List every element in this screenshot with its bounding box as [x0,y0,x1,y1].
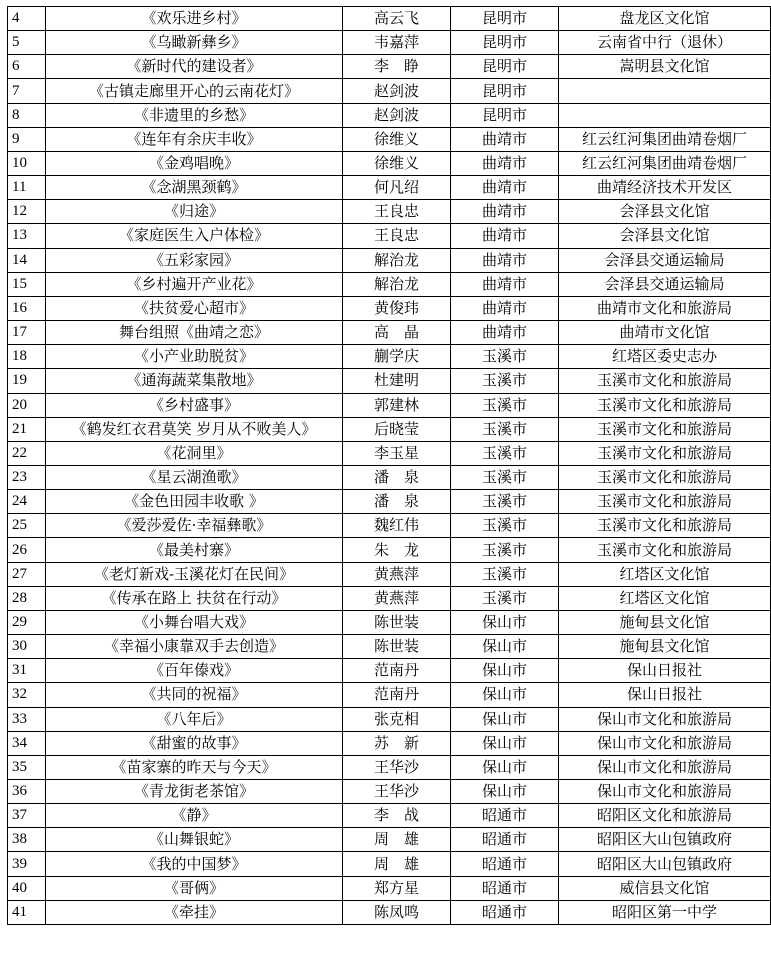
work-title: 《扶贫爱心超市》 [46,296,343,320]
table-row [8,441,771,465]
author-name: 李 战 [343,804,451,828]
organization-name: 会泽县交通运输局 [559,272,771,296]
table-row [8,176,771,200]
city-name: 曲靖市 [451,151,559,175]
city-name: 曲靖市 [451,321,559,345]
organization-name: 保山市文化和旅游局 [559,780,771,804]
city-name: 昭通市 [451,876,559,900]
city-name: 昭通市 [451,852,559,876]
city-name: 玉溪市 [451,417,559,441]
row-number: 6 [8,55,46,79]
organization-name: 红塔区文化馆 [559,586,771,610]
author-name: 王良忠 [343,224,451,248]
organization-name: 玉溪市文化和旅游局 [559,441,771,465]
author-name: 徐维义 [343,151,451,175]
row-number: 27 [8,562,46,586]
work-title: 《欢乐进乡村》 [46,7,343,31]
row-number: 13 [8,224,46,248]
city-name: 曲靖市 [451,224,559,248]
author-name: 朱 龙 [343,538,451,562]
work-title: 《我的中国梦》 [46,852,343,876]
author-name: 王华沙 [343,780,451,804]
organization-name [559,103,771,127]
row-number: 23 [8,465,46,489]
city-name: 保山市 [451,731,559,755]
work-title: 《山舞银蛇》 [46,828,343,852]
row-number: 17 [8,321,46,345]
organization-name: 昭阳区文化和旅游局 [559,804,771,828]
author-name: 周 雄 [343,828,451,852]
organization-name: 玉溪市文化和旅游局 [559,369,771,393]
row-number: 37 [8,804,46,828]
city-name: 保山市 [451,755,559,779]
author-name: 魏红伟 [343,514,451,538]
table-row [8,79,771,103]
table-row [8,31,771,55]
organization-name: 施甸县文化馆 [559,610,771,634]
organization-name: 红塔区委史志办 [559,345,771,369]
work-title: 《幸福小康靠双手去创造》 [46,635,343,659]
organization-name: 保山日报社 [559,659,771,683]
author-name: 韦嘉萍 [343,31,451,55]
organization-name: 嵩明县文化馆 [559,55,771,79]
author-name: 黄燕萍 [343,562,451,586]
table-row [8,586,771,610]
work-title: 《花洞里》 [46,441,343,465]
table-row [8,55,771,79]
work-title: 《鹤发红衣君莫笑 岁月从不败美人》 [46,417,343,441]
city-name: 曲靖市 [451,200,559,224]
work-title: 《八年后》 [46,707,343,731]
city-name: 玉溪市 [451,465,559,489]
row-number: 16 [8,296,46,320]
table-row [8,151,771,175]
row-number: 26 [8,538,46,562]
city-name: 玉溪市 [451,562,559,586]
table-row [8,224,771,248]
row-number: 33 [8,707,46,731]
row-number: 38 [8,828,46,852]
work-title: 《连年有余庆丰收》 [46,127,343,151]
organization-name: 曲靖市文化和旅游局 [559,296,771,320]
work-title: 《共同的祝福》 [46,683,343,707]
organization-name: 玉溪市文化和旅游局 [559,514,771,538]
row-number: 40 [8,876,46,900]
organization-name: 红塔区文化馆 [559,562,771,586]
table-row [8,7,771,31]
work-title: 《老灯新戏-玉溪花灯在民间》 [46,562,343,586]
city-name: 昭通市 [451,804,559,828]
table-row [8,490,771,514]
work-title: 《乡村遍开产业花》 [46,272,343,296]
city-name: 玉溪市 [451,586,559,610]
table-row [8,780,771,804]
row-number: 7 [8,79,46,103]
table-row [8,828,771,852]
work-title: 《古镇走廊里开心的云南花灯》 [46,79,343,103]
author-name: 范南丹 [343,659,451,683]
city-name: 保山市 [451,610,559,634]
work-title: 《乡村盛事》 [46,393,343,417]
city-name: 曲靖市 [451,127,559,151]
author-name: 范南丹 [343,683,451,707]
author-name: 高云飞 [343,7,451,31]
organization-name: 施甸县文化馆 [559,635,771,659]
organization-name: 红云红河集团曲靖卷烟厂 [559,127,771,151]
work-title: 《念湖黑颈鹤》 [46,176,343,200]
author-name: 潘 泉 [343,465,451,489]
work-title: 《最美村寨》 [46,538,343,562]
author-name: 王华沙 [343,755,451,779]
row-number: 31 [8,659,46,683]
city-name: 昆明市 [451,31,559,55]
organization-name [559,79,771,103]
row-number: 20 [8,393,46,417]
city-name: 昆明市 [451,103,559,127]
award-list [7,6,771,925]
city-name: 保山市 [451,780,559,804]
organization-name: 曲靖市文化馆 [559,321,771,345]
table-row [8,659,771,683]
city-name: 曲靖市 [451,296,559,320]
city-name: 昭通市 [451,900,559,924]
city-name: 玉溪市 [451,393,559,417]
work-title: 《非遗里的乡愁》 [46,103,343,127]
city-name: 曲靖市 [451,272,559,296]
table-row [8,852,771,876]
organization-name: 玉溪市文化和旅游局 [559,465,771,489]
work-title: 《金色田园丰收歌 》 [46,490,343,514]
author-name: 周 雄 [343,852,451,876]
organization-name: 曲靖经济技术开发区 [559,176,771,200]
row-number: 36 [8,780,46,804]
city-name: 玉溪市 [451,369,559,393]
city-name: 昆明市 [451,79,559,103]
work-title: 《静》 [46,804,343,828]
row-number: 28 [8,586,46,610]
organization-name: 云南省中行（退休） [559,31,771,55]
row-number: 22 [8,441,46,465]
organization-name: 会泽县文化馆 [559,200,771,224]
organization-name: 威信县文化馆 [559,876,771,900]
city-name: 玉溪市 [451,538,559,562]
row-number: 9 [8,127,46,151]
author-name: 何凡绍 [343,176,451,200]
city-name: 曲靖市 [451,176,559,200]
table-row [8,683,771,707]
author-name: 陈凤鸣 [343,900,451,924]
author-name: 解治龙 [343,248,451,272]
author-name: 解治龙 [343,272,451,296]
entries-table-body [8,7,771,925]
organization-name: 昭阳区大山包镇政府 [559,828,771,852]
author-name: 黄燕萍 [343,586,451,610]
author-name: 赵剑波 [343,79,451,103]
table-row [8,635,771,659]
work-title: 《归途》 [46,200,343,224]
author-name: 徐维义 [343,127,451,151]
author-name: 郭建林 [343,393,451,417]
table-row [8,321,771,345]
row-number: 10 [8,151,46,175]
row-number: 29 [8,610,46,634]
row-number: 8 [8,103,46,127]
work-title: 《苗家寨的昨天与今天》 [46,755,343,779]
author-name: 蒯学庆 [343,345,451,369]
author-name: 黄俊玮 [343,296,451,320]
table-row [8,707,771,731]
work-title: 《爱莎爱佐·幸福彝歌》 [46,514,343,538]
table-row [8,514,771,538]
author-name: 杜建明 [343,369,451,393]
table-row [8,900,771,924]
work-title: 《哥俩》 [46,876,343,900]
organization-name: 昭阳区大山包镇政府 [559,852,771,876]
row-number: 11 [8,176,46,200]
organization-name: 红云红河集团曲靖卷烟厂 [559,151,771,175]
author-name: 赵剑波 [343,103,451,127]
city-name: 保山市 [451,707,559,731]
author-name: 陈世装 [343,635,451,659]
organization-name: 保山市文化和旅游局 [559,755,771,779]
work-title: 《乌瞰新彝乡》 [46,31,343,55]
row-number: 12 [8,200,46,224]
work-title: 《小产业助脱贫》 [46,345,343,369]
author-name: 陈世装 [343,610,451,634]
row-number: 21 [8,417,46,441]
city-name: 玉溪市 [451,514,559,538]
row-number: 30 [8,635,46,659]
city-name: 昆明市 [451,7,559,31]
organization-name: 玉溪市文化和旅游局 [559,538,771,562]
table-row [8,127,771,151]
organization-name: 玉溪市文化和旅游局 [559,417,771,441]
table-row [8,296,771,320]
table-row [8,465,771,489]
city-name: 曲靖市 [451,248,559,272]
row-number: 14 [8,248,46,272]
work-title: 《金鸡唱晚》 [46,151,343,175]
organization-name: 保山市文化和旅游局 [559,707,771,731]
table-row [8,610,771,634]
work-title: 《五彩家园》 [46,248,343,272]
work-title: 舞台组照《曲靖之恋》 [46,321,343,345]
row-number: 41 [8,900,46,924]
city-name: 昭通市 [451,828,559,852]
author-name: 后晓莹 [343,417,451,441]
work-title: 《通海蔬菜集散地》 [46,369,343,393]
work-title: 《新时代的建设者》 [46,55,343,79]
organization-name: 昭阳区第一中学 [559,900,771,924]
work-title: 《甜蜜的故事》 [46,731,343,755]
row-number: 25 [8,514,46,538]
work-title: 《星云湖渔歌》 [46,465,343,489]
author-name: 郑方星 [343,876,451,900]
row-number: 15 [8,272,46,296]
table-row [8,562,771,586]
table-row [8,417,771,441]
table-row [8,248,771,272]
work-title: 《家庭医生入户体检》 [46,224,343,248]
city-name: 保山市 [451,683,559,707]
row-number: 39 [8,852,46,876]
city-name: 玉溪市 [451,490,559,514]
table-row [8,538,771,562]
author-name: 潘 泉 [343,490,451,514]
work-title: 《传承在路上 扶贫在行动》 [46,586,343,610]
table-row [8,200,771,224]
table-row [8,103,771,127]
row-number: 34 [8,731,46,755]
organization-name: 玉溪市文化和旅游局 [559,490,771,514]
organization-name: 会泽县交通运输局 [559,248,771,272]
row-number: 24 [8,490,46,514]
table-row [8,369,771,393]
table-row [8,804,771,828]
table-row [8,876,771,900]
organization-name: 保山日报社 [559,683,771,707]
organization-name: 玉溪市文化和旅游局 [559,393,771,417]
city-name: 玉溪市 [451,345,559,369]
table-row [8,272,771,296]
table-row [8,393,771,417]
city-name: 保山市 [451,659,559,683]
table-row [8,755,771,779]
author-name: 王良忠 [343,200,451,224]
row-number: 35 [8,755,46,779]
author-name: 高 晶 [343,321,451,345]
author-name: 苏 新 [343,731,451,755]
entries-table [7,6,771,925]
work-title: 《牵挂》 [46,900,343,924]
row-number: 4 [8,7,46,31]
row-number: 5 [8,31,46,55]
table-row [8,345,771,369]
row-number: 32 [8,683,46,707]
work-title: 《小舞台唱大戏》 [46,610,343,634]
organization-name: 盘龙区文化馆 [559,7,771,31]
organization-name: 保山市文化和旅游局 [559,731,771,755]
row-number: 18 [8,345,46,369]
author-name: 李 睁 [343,55,451,79]
city-name: 玉溪市 [451,441,559,465]
author-name: 张克相 [343,707,451,731]
city-name: 保山市 [451,635,559,659]
organization-name: 会泽县文化馆 [559,224,771,248]
work-title: 《青龙街老茶馆》 [46,780,343,804]
work-title: 《百年傣戏》 [46,659,343,683]
author-name: 李玉星 [343,441,451,465]
row-number: 19 [8,369,46,393]
table-row [8,731,771,755]
city-name: 昆明市 [451,55,559,79]
